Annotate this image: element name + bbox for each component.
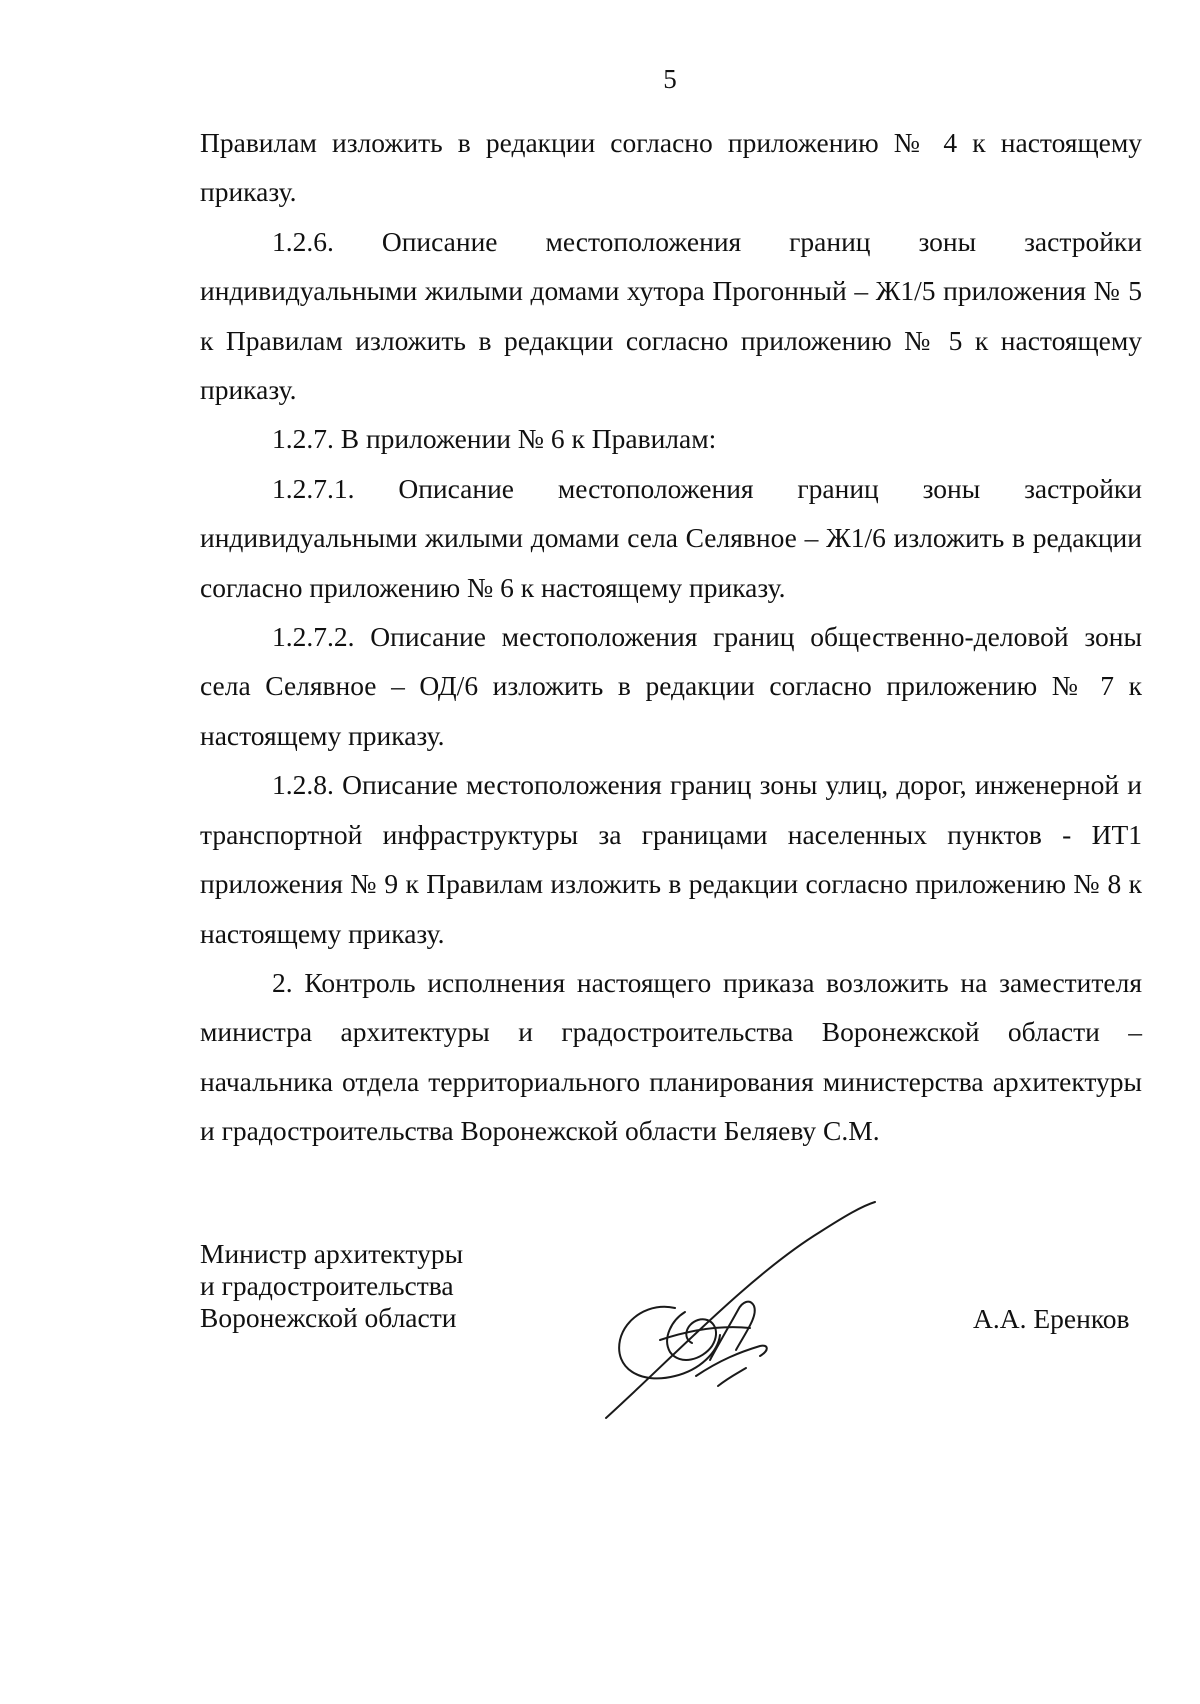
signer-position-line: Министр архитектуры xyxy=(200,1238,464,1269)
paragraph-1-2-7: 1.2.7. В приложении № 6 к Правилам: xyxy=(272,423,717,455)
handwritten-signature xyxy=(600,1180,960,1430)
document-body xyxy=(200,118,1142,1156)
page-number: 5 xyxy=(663,64,677,94)
signer-name: А.А. Еренков xyxy=(973,1303,1130,1334)
paragraph-1-2-7-1: 1.2.7.1. Описание местоположения границ зоны застройки индивидуальными жилыми домами села Селявное – Ж1/6 изложить в редакции согласно приложению № 6 к настоящему приказу. xyxy=(200,472,1142,603)
paragraph-1-2-6: 1.2.6. Описание местоположения границ зоны застройки индивидуальными жилыми домами хутора Прогонный – Ж1/5 приложения № 5 к Правилам изложить в редакции согласно приложению № 5 к настоящему приказу. xyxy=(200,225,1142,406)
paragraph-1-2-7-2: 1.2.7.2. Описание местоположения границ общественно-деловой зоны села Селявное – ОД/6 изложить в редакции согласно приложению № 7 к настоящему приказу. xyxy=(200,621,1142,751)
paragraph-continuation: Правилам изложить в редакции согласно приложению № 4 к настоящему приказу. xyxy=(200,127,1142,208)
signer-position-line: Воронежской области xyxy=(200,1302,457,1333)
paragraph-2: 2. Контроль исполнения настоящего приказа возложить на заместителя министра архитектуры и градостроительства Воронежской области – начальника отдела территориального планирования министерства архитектуры и градостроительства Воронежской области Беляеву С.М. xyxy=(200,966,1142,1147)
signer-position-line: и градостроительства xyxy=(200,1270,454,1301)
paragraph-1-2-8: 1.2.8. Описание местоположения границ зоны улиц, дорог, инженерной и транспортной инфраструктуры за границами населенных пунктов - ИТ1 приложения № 9 к Правилам изложить в редакции согласно приложению № 8 к настоящему приказу. xyxy=(200,769,1142,949)
signer-position xyxy=(200,1238,463,1334)
